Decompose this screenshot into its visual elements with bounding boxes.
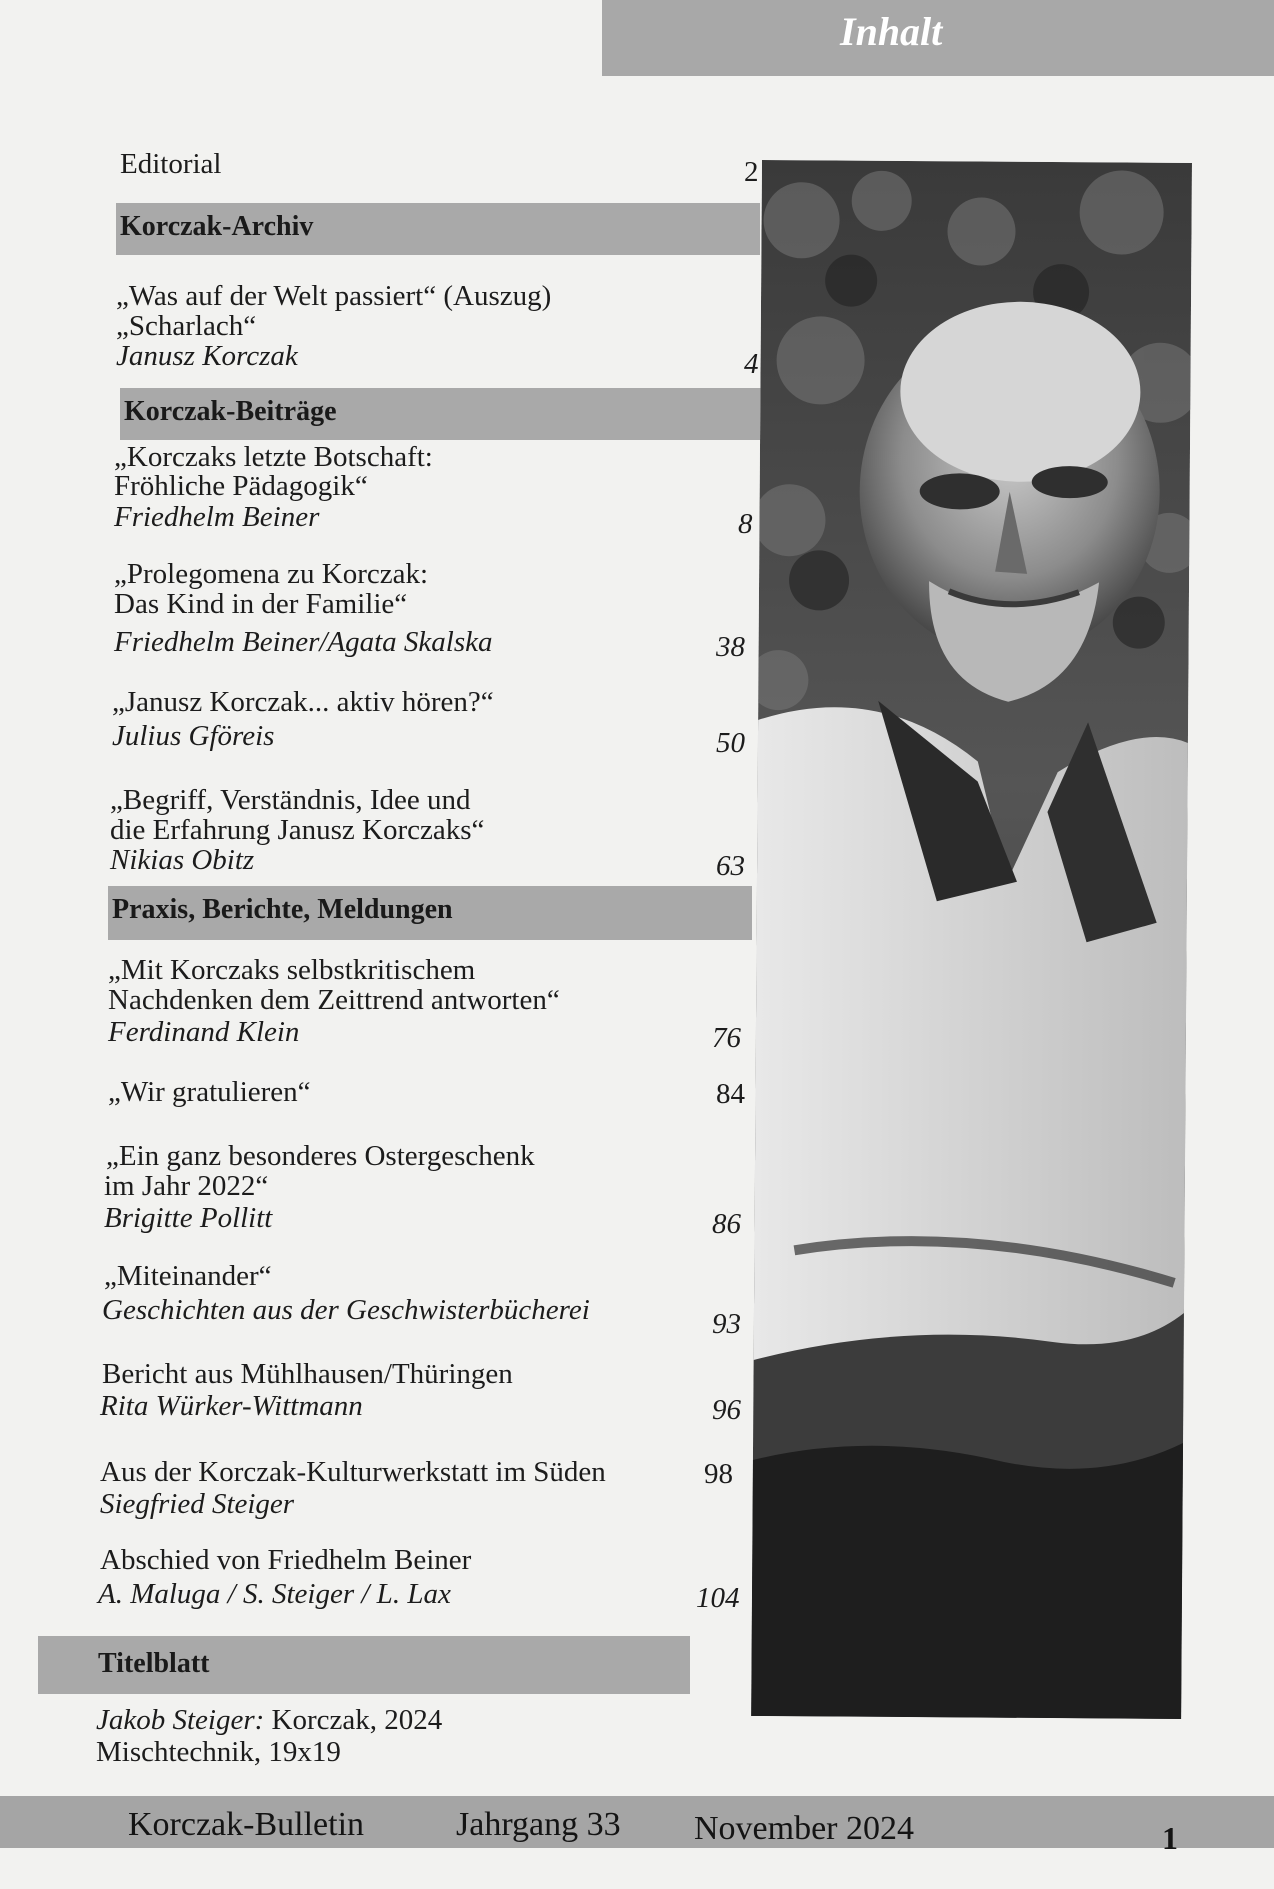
section-title: Titelblatt (98, 1648, 210, 1679)
toc-entry-author: Nikias Obitz (110, 844, 255, 876)
toc-entry-page: 50 (716, 727, 745, 759)
toc-entry-title-line[interactable]: Abschied von Friedhelm Beiner (100, 1544, 472, 1576)
toc-entry-title-line[interactable]: „Mit Korczaks selbstkritischem (108, 954, 476, 986)
toc-entry-page: 8 (738, 508, 753, 540)
toc-editorial-page: 2 (744, 156, 759, 188)
toc-entry-title-line[interactable]: im Jahr 2022“ (104, 1170, 269, 1202)
toc-entry-title-line[interactable]: „Begriff, Verständnis, Idee und (110, 784, 471, 816)
toc-entry-page: 84 (716, 1078, 745, 1110)
toc-entry-author: Friedhelm Beiner (114, 501, 320, 533)
footer-date: November 2024 (694, 1810, 915, 1847)
page-title: Inhalt (840, 9, 943, 54)
toc-entry-page: 86 (712, 1208, 741, 1240)
toc-entry-author: Ferdinand Klein (108, 1016, 300, 1048)
toc-entry-title-line[interactable]: Nachdenken dem Zeittrend antworten“ (108, 984, 560, 1016)
portrait-photo-icon (751, 160, 1192, 1719)
portrait-photo (751, 160, 1192, 1719)
toc-entry-title-line[interactable]: „Scharlach“ (116, 310, 257, 342)
toc-entry-author: A. Maluga / S. Steiger / L. Lax (98, 1578, 451, 1610)
section-title: Praxis, Berichte, Meldungen (112, 894, 453, 925)
cover-artist: Jakob Steiger: (96, 1704, 265, 1736)
footer-publication: Korczak-Bulletin (128, 1806, 365, 1843)
toc-entry-author: Rita Würker-Wittmann (100, 1390, 363, 1422)
toc-entry-title-line[interactable]: „Wir gratulieren“ (108, 1076, 311, 1108)
toc-entry-author: Geschichten aus der Geschwisterbücherei (102, 1294, 590, 1326)
toc-entry-author: Friedhelm Beiner/Agata Skalska (114, 626, 493, 658)
toc-entry-title-line[interactable]: „Korczaks letzte Botschaft: (114, 441, 433, 473)
toc-entry-title-line[interactable]: „Was auf der Welt passiert“ (Auszug) (116, 280, 552, 312)
cover-work: Korczak, 2024 (264, 1704, 443, 1736)
toc-entry-title-line[interactable]: „Prolegomena zu Korczak: (114, 558, 429, 590)
section-title: Korczak-Beiträge (124, 396, 337, 427)
footer-bar (0, 1796, 1274, 1848)
toc-entry-author: Janusz Korczak (116, 340, 298, 372)
section-header-archiv (116, 203, 760, 255)
toc-entry-title-line[interactable]: die Erfahrung Janusz Korczaks“ (110, 814, 485, 846)
toc-entry-page: 4 (744, 348, 759, 380)
toc-entry-title-line[interactable]: Das Kind in der Familie“ (114, 588, 408, 620)
toc-entry-title-line[interactable]: Fröhliche Pädagogik“ (114, 470, 368, 502)
toc-entry-title-line[interactable]: Aus der Korczak-Kulturwerkstatt im Süden (100, 1456, 606, 1488)
cover-caption (96, 1706, 442, 1735)
section-header-beitraege (120, 388, 762, 440)
toc-entry-page: 104 (696, 1582, 740, 1614)
cover-technique: Mischtechnik, 19x19 (96, 1736, 341, 1768)
toc-entry-title-line[interactable]: „Miteinander“ (104, 1260, 272, 1292)
footer-page-number: 1 (1162, 1820, 1178, 1856)
toc-entry-title-line[interactable]: „Ein ganz besonderes Ostergeschenk (106, 1140, 535, 1172)
toc-entry-author: Brigitte Pollitt (104, 1202, 273, 1234)
section-header-praxis (108, 886, 752, 940)
toc-entry-page: 98 (704, 1458, 733, 1490)
toc-entry-page: 76 (712, 1022, 741, 1054)
section-header-titelblatt (38, 1636, 690, 1694)
toc-entry-author: Julius Gföreis (112, 720, 275, 752)
toc-entry-title-line[interactable]: Bericht aus Mühlhausen/Thüringen (102, 1358, 513, 1390)
toc-entry-title-line[interactable]: „Janusz Korczak... aktiv hören?“ (112, 686, 494, 718)
footer-volume: Jahrgang 33 (456, 1806, 621, 1843)
section-title: Korczak-Archiv (120, 211, 314, 242)
toc-entry-page: 63 (716, 850, 745, 882)
toc-entry-page: 93 (712, 1308, 741, 1340)
toc-entry-page: 96 (712, 1394, 741, 1426)
toc-editorial-title[interactable]: Editorial (120, 148, 222, 180)
toc-entry-author: Siegfried Steiger (100, 1488, 295, 1520)
toc-entry-page: 38 (716, 631, 745, 663)
